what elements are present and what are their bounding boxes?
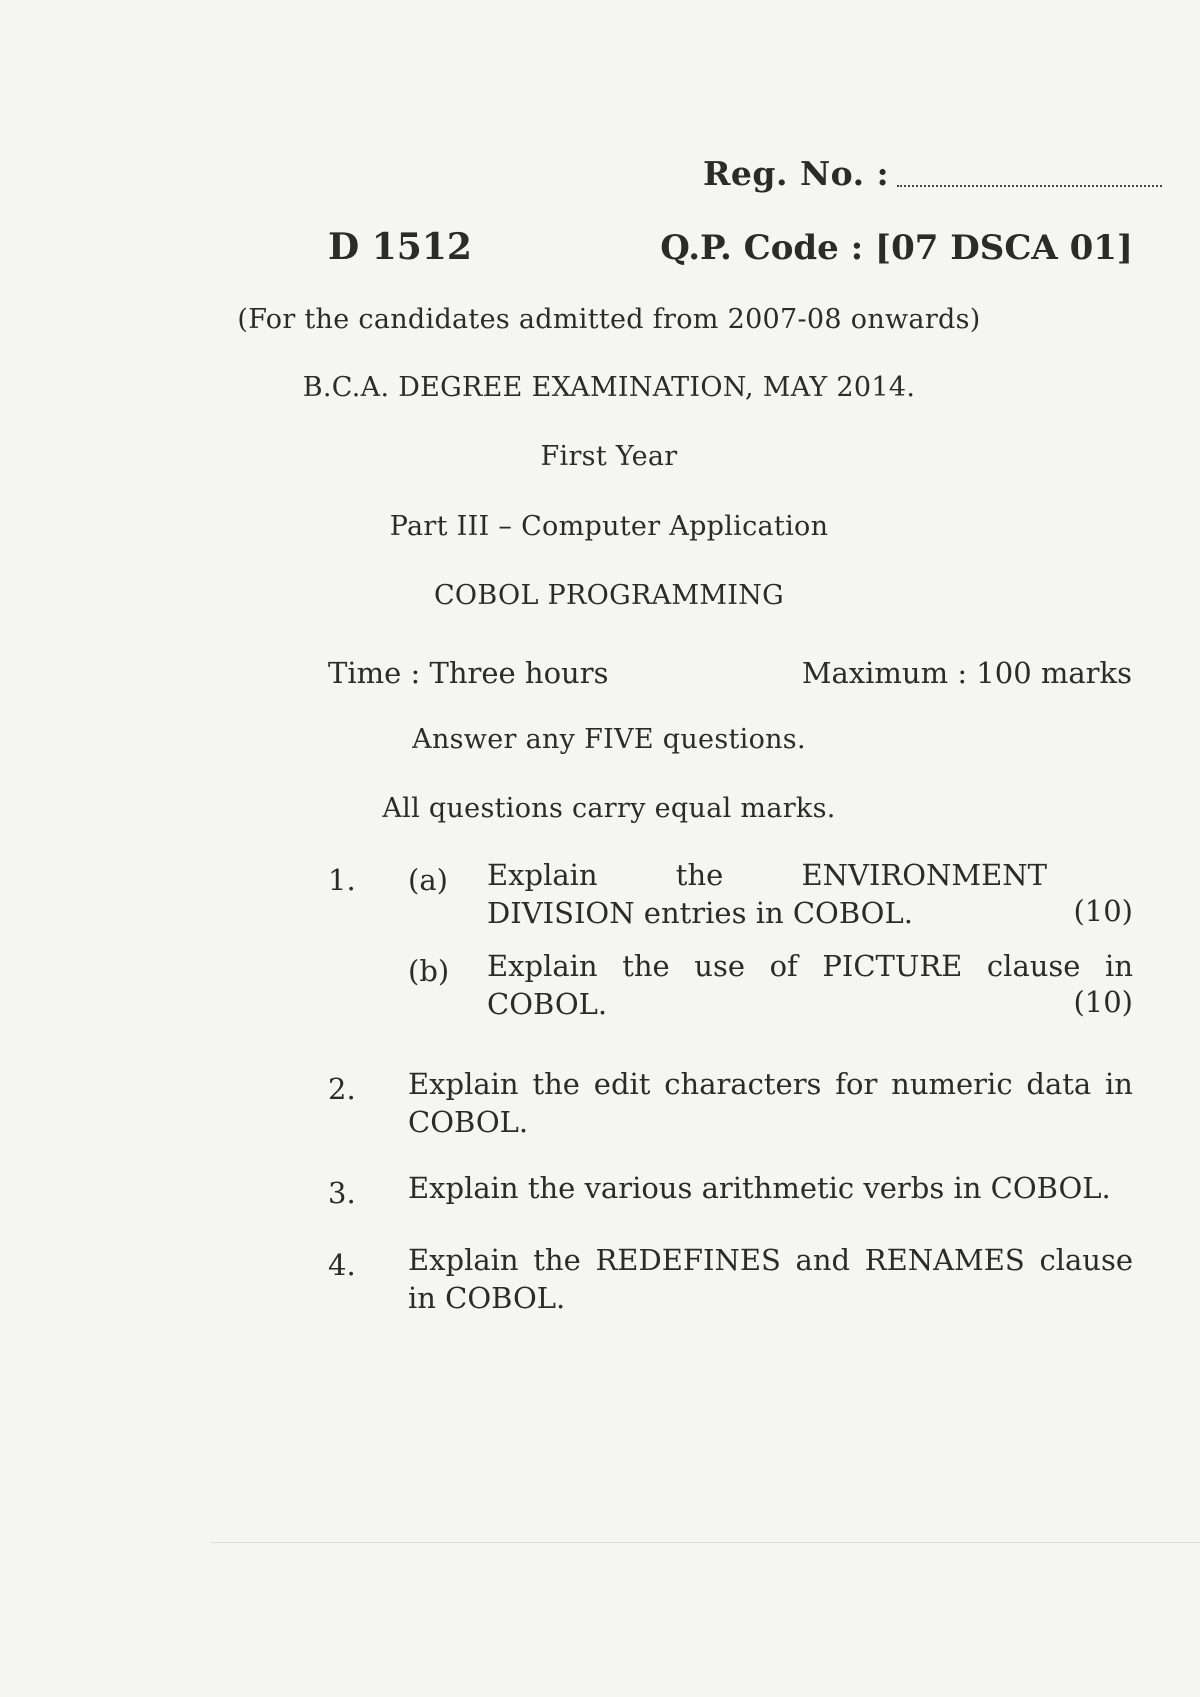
question-4	[408, 1241, 1133, 1317]
question-1b	[487, 947, 1133, 1023]
question-1a-text: Explain the ENVIRONMENT DIVISION entries in COBOL.	[487, 858, 1047, 930]
question-1b-marks: (10)	[1073, 985, 1133, 1019]
question-1b-text: Explain the use of PICTURE clause in COBOL.	[487, 949, 1133, 1021]
reg-no-label: Reg. No. :	[703, 154, 890, 193]
question-3-number: 3.	[328, 1176, 356, 1210]
question-1b-label: (b)	[408, 954, 450, 988]
candidates-note: (For the candidates admitted from 2007-08 onwards)	[237, 304, 981, 335]
instruction-answer-five: Answer any FIVE questions.	[412, 724, 806, 755]
scan-edge-line	[210, 1542, 1200, 1543]
qp-code: Q.P. Code : [07 DSCA 01]	[660, 228, 1133, 268]
question-1a-label: (a)	[408, 863, 448, 897]
question-2-number: 2.	[328, 1072, 356, 1106]
question-3	[408, 1169, 1133, 1207]
question-1a	[487, 856, 1133, 932]
question-2	[408, 1065, 1133, 1141]
subject-title: COBOL PROGRAMMING	[433, 580, 785, 611]
question-4-number: 4.	[328, 1248, 356, 1282]
part-title: Part III – Computer Application	[389, 511, 829, 542]
year-title: First Year	[540, 441, 678, 472]
exam-title: B.C.A. DEGREE EXAMINATION, MAY 2014.	[302, 372, 916, 403]
maximum-marks: Maximum : 100 marks	[801, 656, 1132, 690]
paper-code: D 1512	[328, 226, 472, 268]
reg-no-blank	[897, 185, 1162, 187]
question-1a-marks: (10)	[1073, 894, 1133, 928]
instruction-equal-marks: All questions carry equal marks.	[382, 793, 836, 824]
question-1-number: 1.	[328, 863, 356, 897]
question-3-text: Explain the various arithmetic verbs in COBOL.	[408, 1171, 1111, 1205]
question-2-text: Explain the edit characters for numeric data in COBOL.	[408, 1067, 1133, 1139]
question-4-text: Explain the REDEFINES and RENAMES clause in COBOL.	[408, 1243, 1133, 1315]
time-allowed: Time : Three hours	[328, 656, 609, 690]
reg-no-field	[703, 154, 1162, 193]
